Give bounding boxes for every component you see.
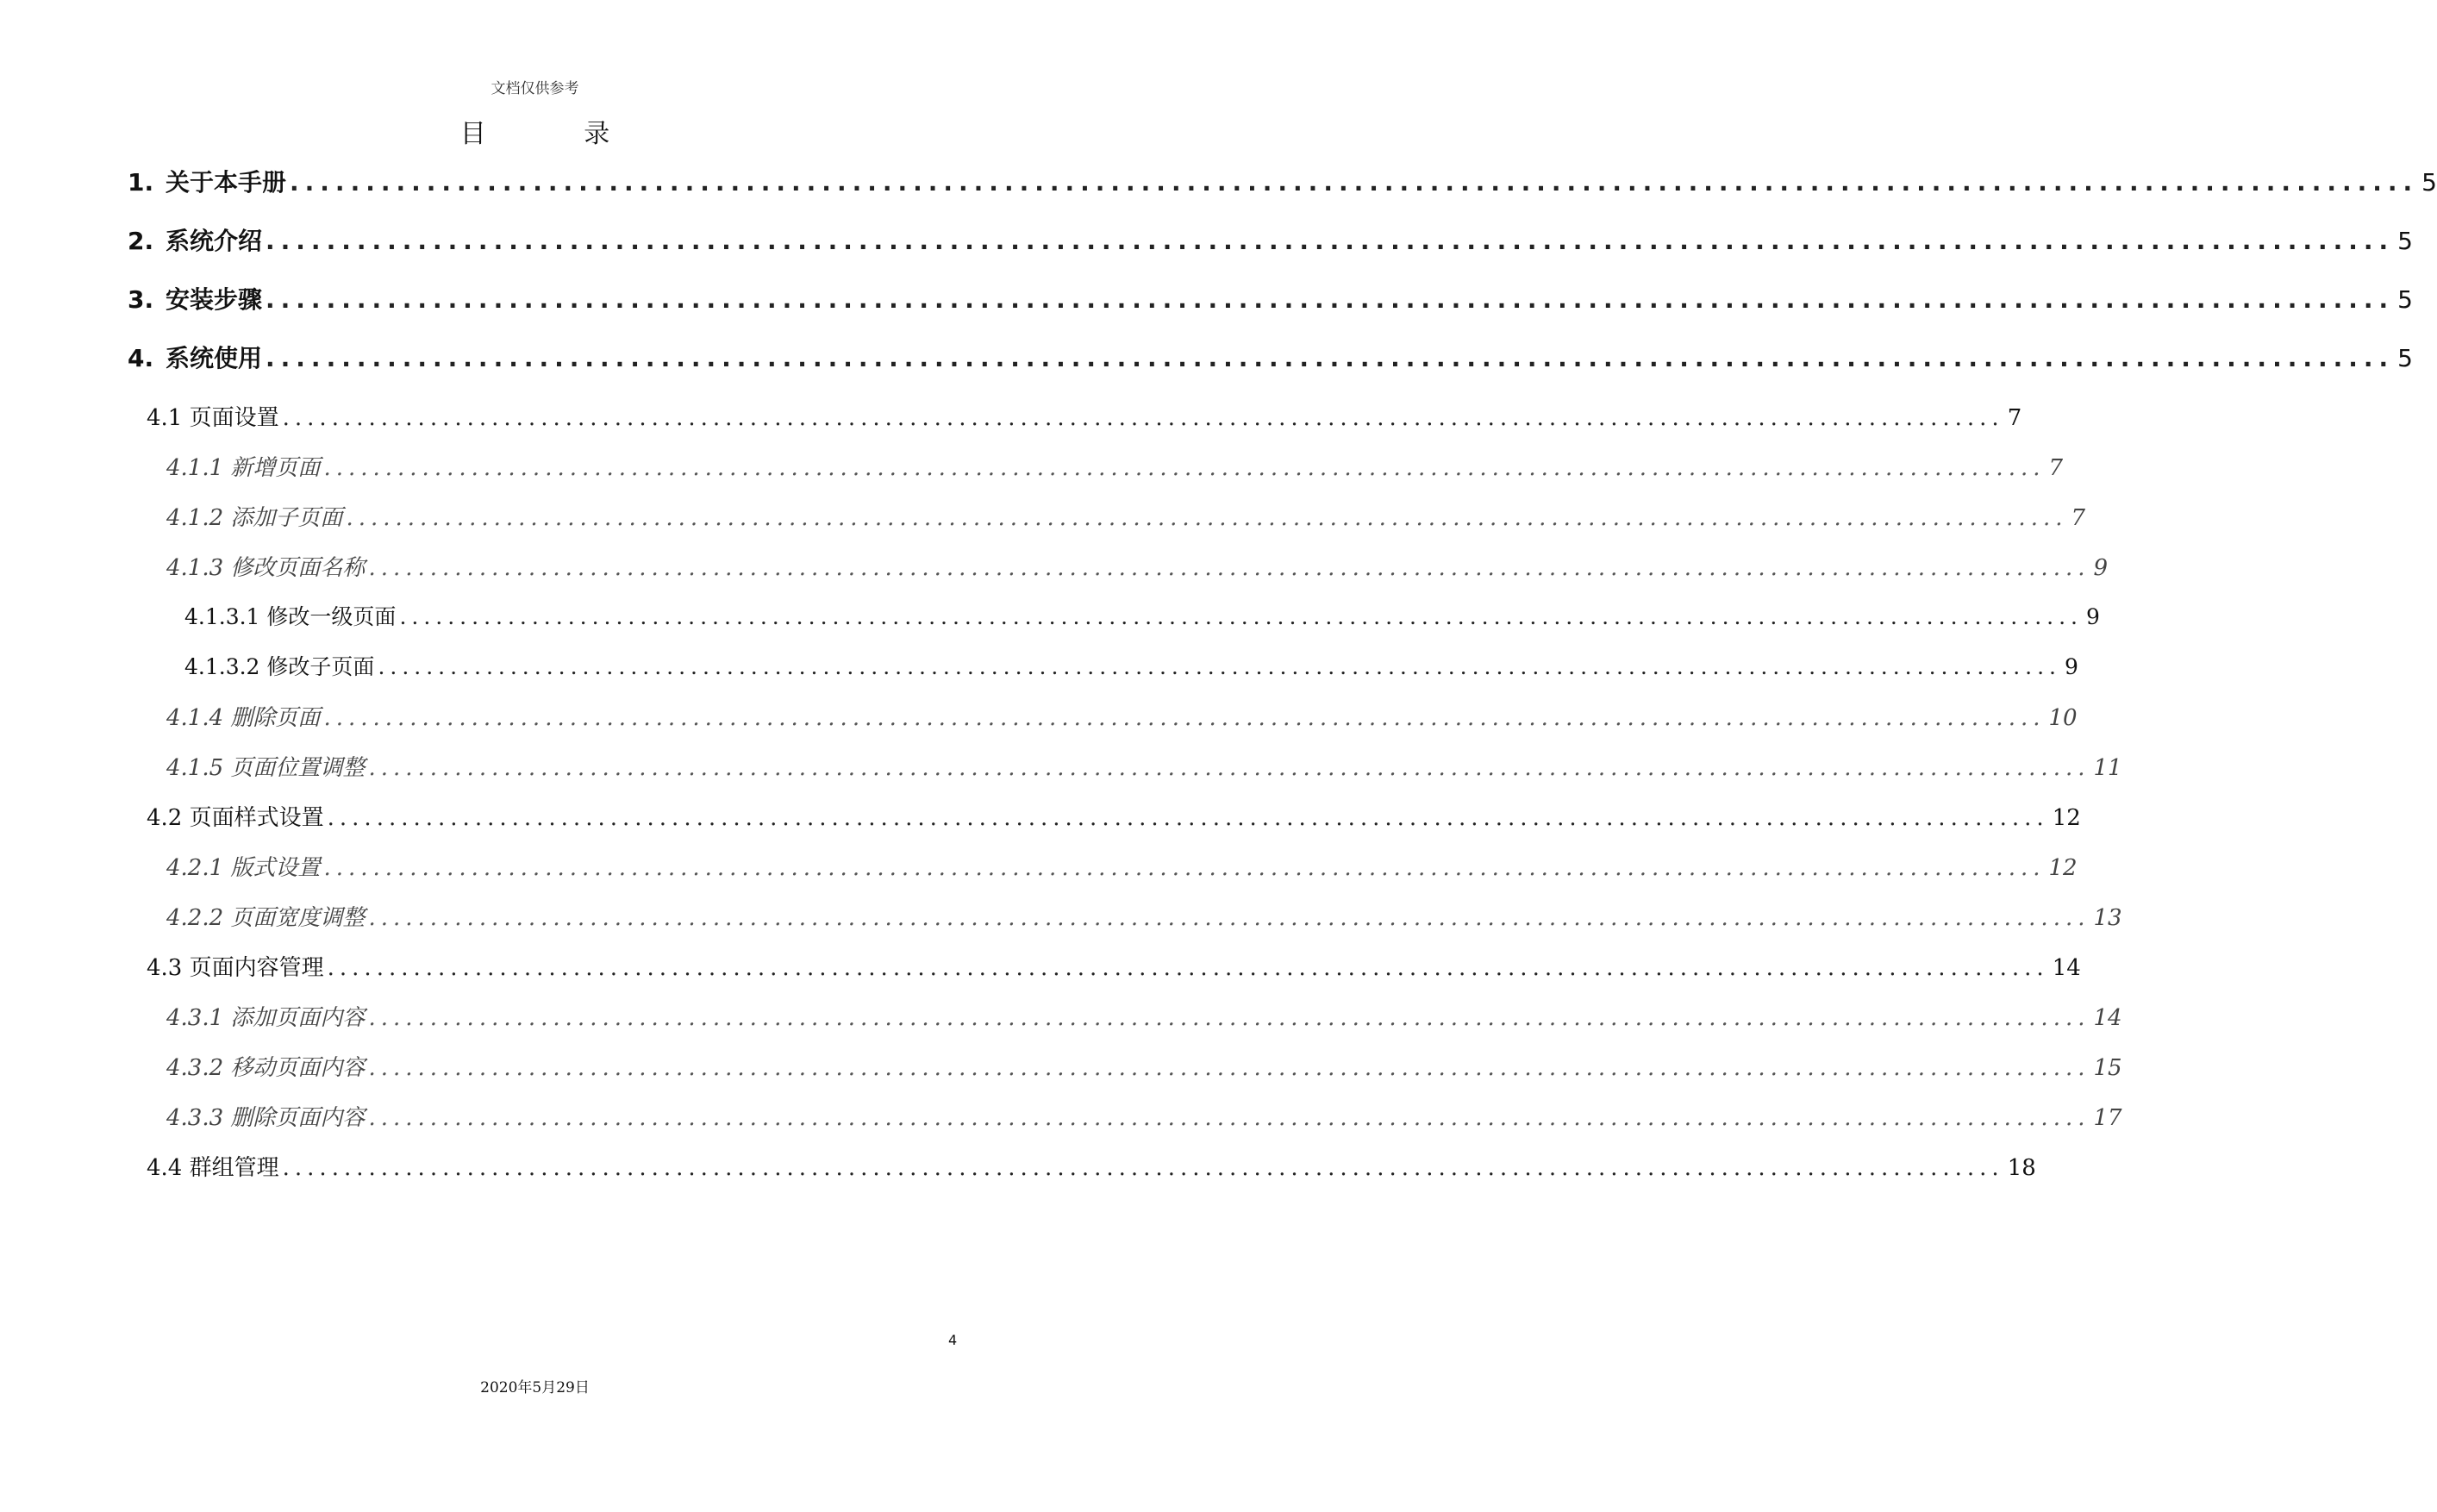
toc-entry-page: 11 bbox=[2093, 755, 2122, 781]
toc-entry-label bbox=[184, 600, 396, 631]
toc-entry-label bbox=[147, 400, 279, 432]
toc-entry-page: 14 bbox=[2093, 1005, 2122, 1031]
toc-entry-number: 4.3.2 bbox=[166, 1055, 224, 1081]
toc-entry[interactable] bbox=[166, 1050, 2122, 1082]
toc-entry[interactable] bbox=[184, 600, 2100, 631]
toc-entry-title: 修改页面名称 bbox=[230, 555, 366, 581]
toc-entry-number: 4.2 bbox=[147, 805, 183, 831]
toc-entry-title: 页面内容管理 bbox=[189, 955, 324, 981]
toc-entry-title: 页面宽度调整 bbox=[230, 905, 366, 931]
toc-entry-title: 添加页面内容 bbox=[230, 1005, 366, 1031]
toc-leader: ............................................................................................................................................ bbox=[399, 604, 2083, 629]
toc-entry-number: 4.1.1 bbox=[166, 455, 224, 481]
toc-entry-page: 14 bbox=[2052, 955, 2081, 981]
toc-entry-label bbox=[166, 1100, 365, 1132]
toc-entry[interactable] bbox=[166, 450, 2064, 482]
toc-entry-label bbox=[147, 800, 324, 832]
toc-entry-number: 4.1 bbox=[147, 405, 183, 431]
toc-leader: ............................................................................................................................................ bbox=[323, 855, 2046, 881]
toc-entry[interactable] bbox=[128, 164, 2437, 198]
page-number: 4 bbox=[948, 1332, 958, 1348]
toc-leader: ............................................................................................................................................ bbox=[368, 905, 2090, 931]
toc-entry-title: 新增页面 bbox=[230, 455, 321, 481]
toc-entry-number: 4.1.3.2 bbox=[184, 654, 260, 679]
toc-entry-number: 4.1.5 bbox=[166, 755, 224, 781]
toc-entry-title: 系统介绍 bbox=[166, 227, 263, 255]
toc-leader: ............................................................................................................................................ bbox=[266, 344, 2395, 372]
toc-entry-title: 修改一级页面 bbox=[266, 604, 397, 629]
toc-entry-page: 5 bbox=[2397, 344, 2413, 372]
toc-entry-page: 12 bbox=[2048, 855, 2078, 881]
toc-entry-page: 5 bbox=[2397, 227, 2413, 255]
toc-entry[interactable] bbox=[147, 800, 2081, 832]
toc-entry-title: 页面设置 bbox=[189, 405, 279, 431]
toc-entry-label bbox=[166, 850, 320, 882]
toc-entry[interactable] bbox=[166, 900, 2122, 932]
toc-entry-title: 系统使用 bbox=[166, 344, 263, 372]
toc-entry-number: 1. bbox=[128, 168, 154, 197]
toc-entry-label bbox=[166, 500, 342, 532]
toc-entry[interactable] bbox=[184, 650, 2078, 681]
toc-entry-number: 4.1.3 bbox=[166, 555, 224, 581]
toc-entry[interactable] bbox=[128, 281, 2413, 316]
toc-entry[interactable] bbox=[147, 950, 2081, 982]
toc-leader: ............................................................................................................................................ bbox=[323, 455, 2046, 481]
toc-entry-number: 4.3 bbox=[147, 955, 183, 981]
toc-entry-number: 4.1.4 bbox=[166, 705, 224, 731]
toc-entry-number: 4.3.3 bbox=[166, 1105, 224, 1131]
toc-leader: ............................................................................................................................................ bbox=[323, 705, 2046, 731]
toc-entry-number: 3. bbox=[128, 285, 154, 314]
toc-entry-number: 4. bbox=[128, 344, 154, 372]
toc-entry-number: 4.2.1 bbox=[166, 855, 224, 881]
toc-entry-label bbox=[128, 164, 286, 198]
toc-entry[interactable] bbox=[166, 1000, 2122, 1032]
toc-entry[interactable] bbox=[147, 1150, 2036, 1182]
toc-entry-page: 15 bbox=[2093, 1055, 2122, 1081]
toc-leader: ............................................................................................................................................ bbox=[368, 1055, 2090, 1081]
toc-entry-number: 4.4 bbox=[147, 1155, 183, 1181]
toc-entry[interactable] bbox=[128, 222, 2413, 257]
toc-entry-title: 删除页面内容 bbox=[230, 1105, 366, 1131]
toc-entry-label bbox=[184, 650, 374, 681]
toc-entry-title: 安装步骤 bbox=[166, 285, 263, 314]
toc-entry-number: 2. bbox=[128, 227, 154, 255]
toc-entry-label bbox=[147, 950, 324, 982]
toc-leader: ............................................................................................................................................ bbox=[282, 405, 2004, 431]
toc-entry-label bbox=[147, 1150, 279, 1182]
toc-leader: ............................................................................................................................................ bbox=[266, 227, 2395, 255]
toc-entry-page: 9 bbox=[2086, 604, 2100, 629]
toc-leader: ............................................................................................................................................ bbox=[368, 755, 2090, 781]
toc-entry-page: 7 bbox=[2071, 505, 2086, 531]
toc-entry-title: 移动页面内容 bbox=[230, 1055, 366, 1081]
toc-entry-title: 添加子页面 bbox=[230, 505, 343, 531]
toc-entry[interactable] bbox=[166, 500, 2086, 532]
toc-entry-page: 13 bbox=[2093, 905, 2122, 931]
toc-title: 目 录 bbox=[459, 119, 655, 149]
toc-entry-page: 9 bbox=[2065, 654, 2078, 679]
toc-leader: ............................................................................................................................................ bbox=[290, 168, 2419, 197]
toc-entry-page: 12 bbox=[2052, 805, 2081, 831]
toc-entry-title: 版式设置 bbox=[230, 855, 321, 881]
toc-leader: ............................................................................................................................................ bbox=[368, 1105, 2090, 1131]
toc-entry[interactable] bbox=[166, 850, 2078, 882]
footer-date: 2020年5月29日 bbox=[480, 1379, 590, 1396]
toc-entry-label bbox=[166, 1000, 365, 1032]
toc-entry[interactable] bbox=[166, 550, 2109, 582]
toc-entry-page: 7 bbox=[2048, 455, 2064, 481]
toc-entry-label bbox=[166, 700, 320, 732]
toc-entry-title: 修改子页面 bbox=[266, 654, 375, 679]
toc-entry-label bbox=[128, 340, 262, 374]
toc-entry[interactable] bbox=[166, 700, 2078, 732]
toc-entry-title: 删除页面 bbox=[230, 705, 321, 731]
toc-entry-label bbox=[166, 900, 365, 932]
toc-entry-number: 4.3.1 bbox=[166, 1005, 224, 1031]
toc-entry-title: 页面位置调整 bbox=[230, 755, 366, 781]
toc-leader: ............................................................................................................................................ bbox=[327, 955, 2049, 981]
toc-leader: ............................................................................................................................................ bbox=[346, 505, 2068, 531]
toc-entry-number: 4.1.3.1 bbox=[184, 604, 260, 629]
toc-entry[interactable] bbox=[128, 340, 2413, 374]
toc-entry-page: 5 bbox=[2421, 168, 2437, 197]
toc-entry[interactable] bbox=[166, 1100, 2122, 1132]
toc-leader: ............................................................................................................................................ bbox=[266, 285, 2395, 314]
toc-entry-label bbox=[128, 281, 262, 316]
toc-entry-title: 群组管理 bbox=[189, 1155, 279, 1181]
toc-entry-title: 页面样式设置 bbox=[189, 805, 324, 831]
toc-leader: ............................................................................................................................................ bbox=[368, 1005, 2090, 1031]
toc-leader: ............................................................................................................................................ bbox=[368, 555, 2090, 581]
toc-entry[interactable] bbox=[147, 400, 2022, 432]
toc-entry-page: 17 bbox=[2093, 1105, 2122, 1131]
toc-leader: ............................................................................................................................................ bbox=[282, 1155, 2004, 1181]
toc-entry-label bbox=[166, 750, 365, 782]
toc-entry-title: 关于本手册 bbox=[166, 168, 287, 197]
toc-entry-page: 7 bbox=[2007, 405, 2022, 431]
toc-entry-number: 4.1.2 bbox=[166, 505, 224, 531]
toc-entry-label bbox=[166, 550, 365, 582]
toc-entry-label bbox=[166, 450, 320, 482]
toc-entry-page: 18 bbox=[2007, 1155, 2036, 1181]
toc-entry-label bbox=[128, 222, 262, 257]
toc-leader: ............................................................................................................................................ bbox=[327, 805, 2049, 831]
toc-entry-page: 5 bbox=[2397, 285, 2413, 314]
toc-entry-number: 4.2.2 bbox=[166, 905, 224, 931]
toc-entry-page: 10 bbox=[2048, 705, 2078, 731]
header-note: 文档仅供参考 bbox=[491, 80, 579, 97]
toc-entry-label bbox=[166, 1050, 365, 1082]
toc-entry-page: 9 bbox=[2093, 555, 2109, 581]
toc-entry[interactable] bbox=[166, 750, 2122, 782]
toc-leader: ............................................................................................................................................ bbox=[378, 654, 2061, 679]
